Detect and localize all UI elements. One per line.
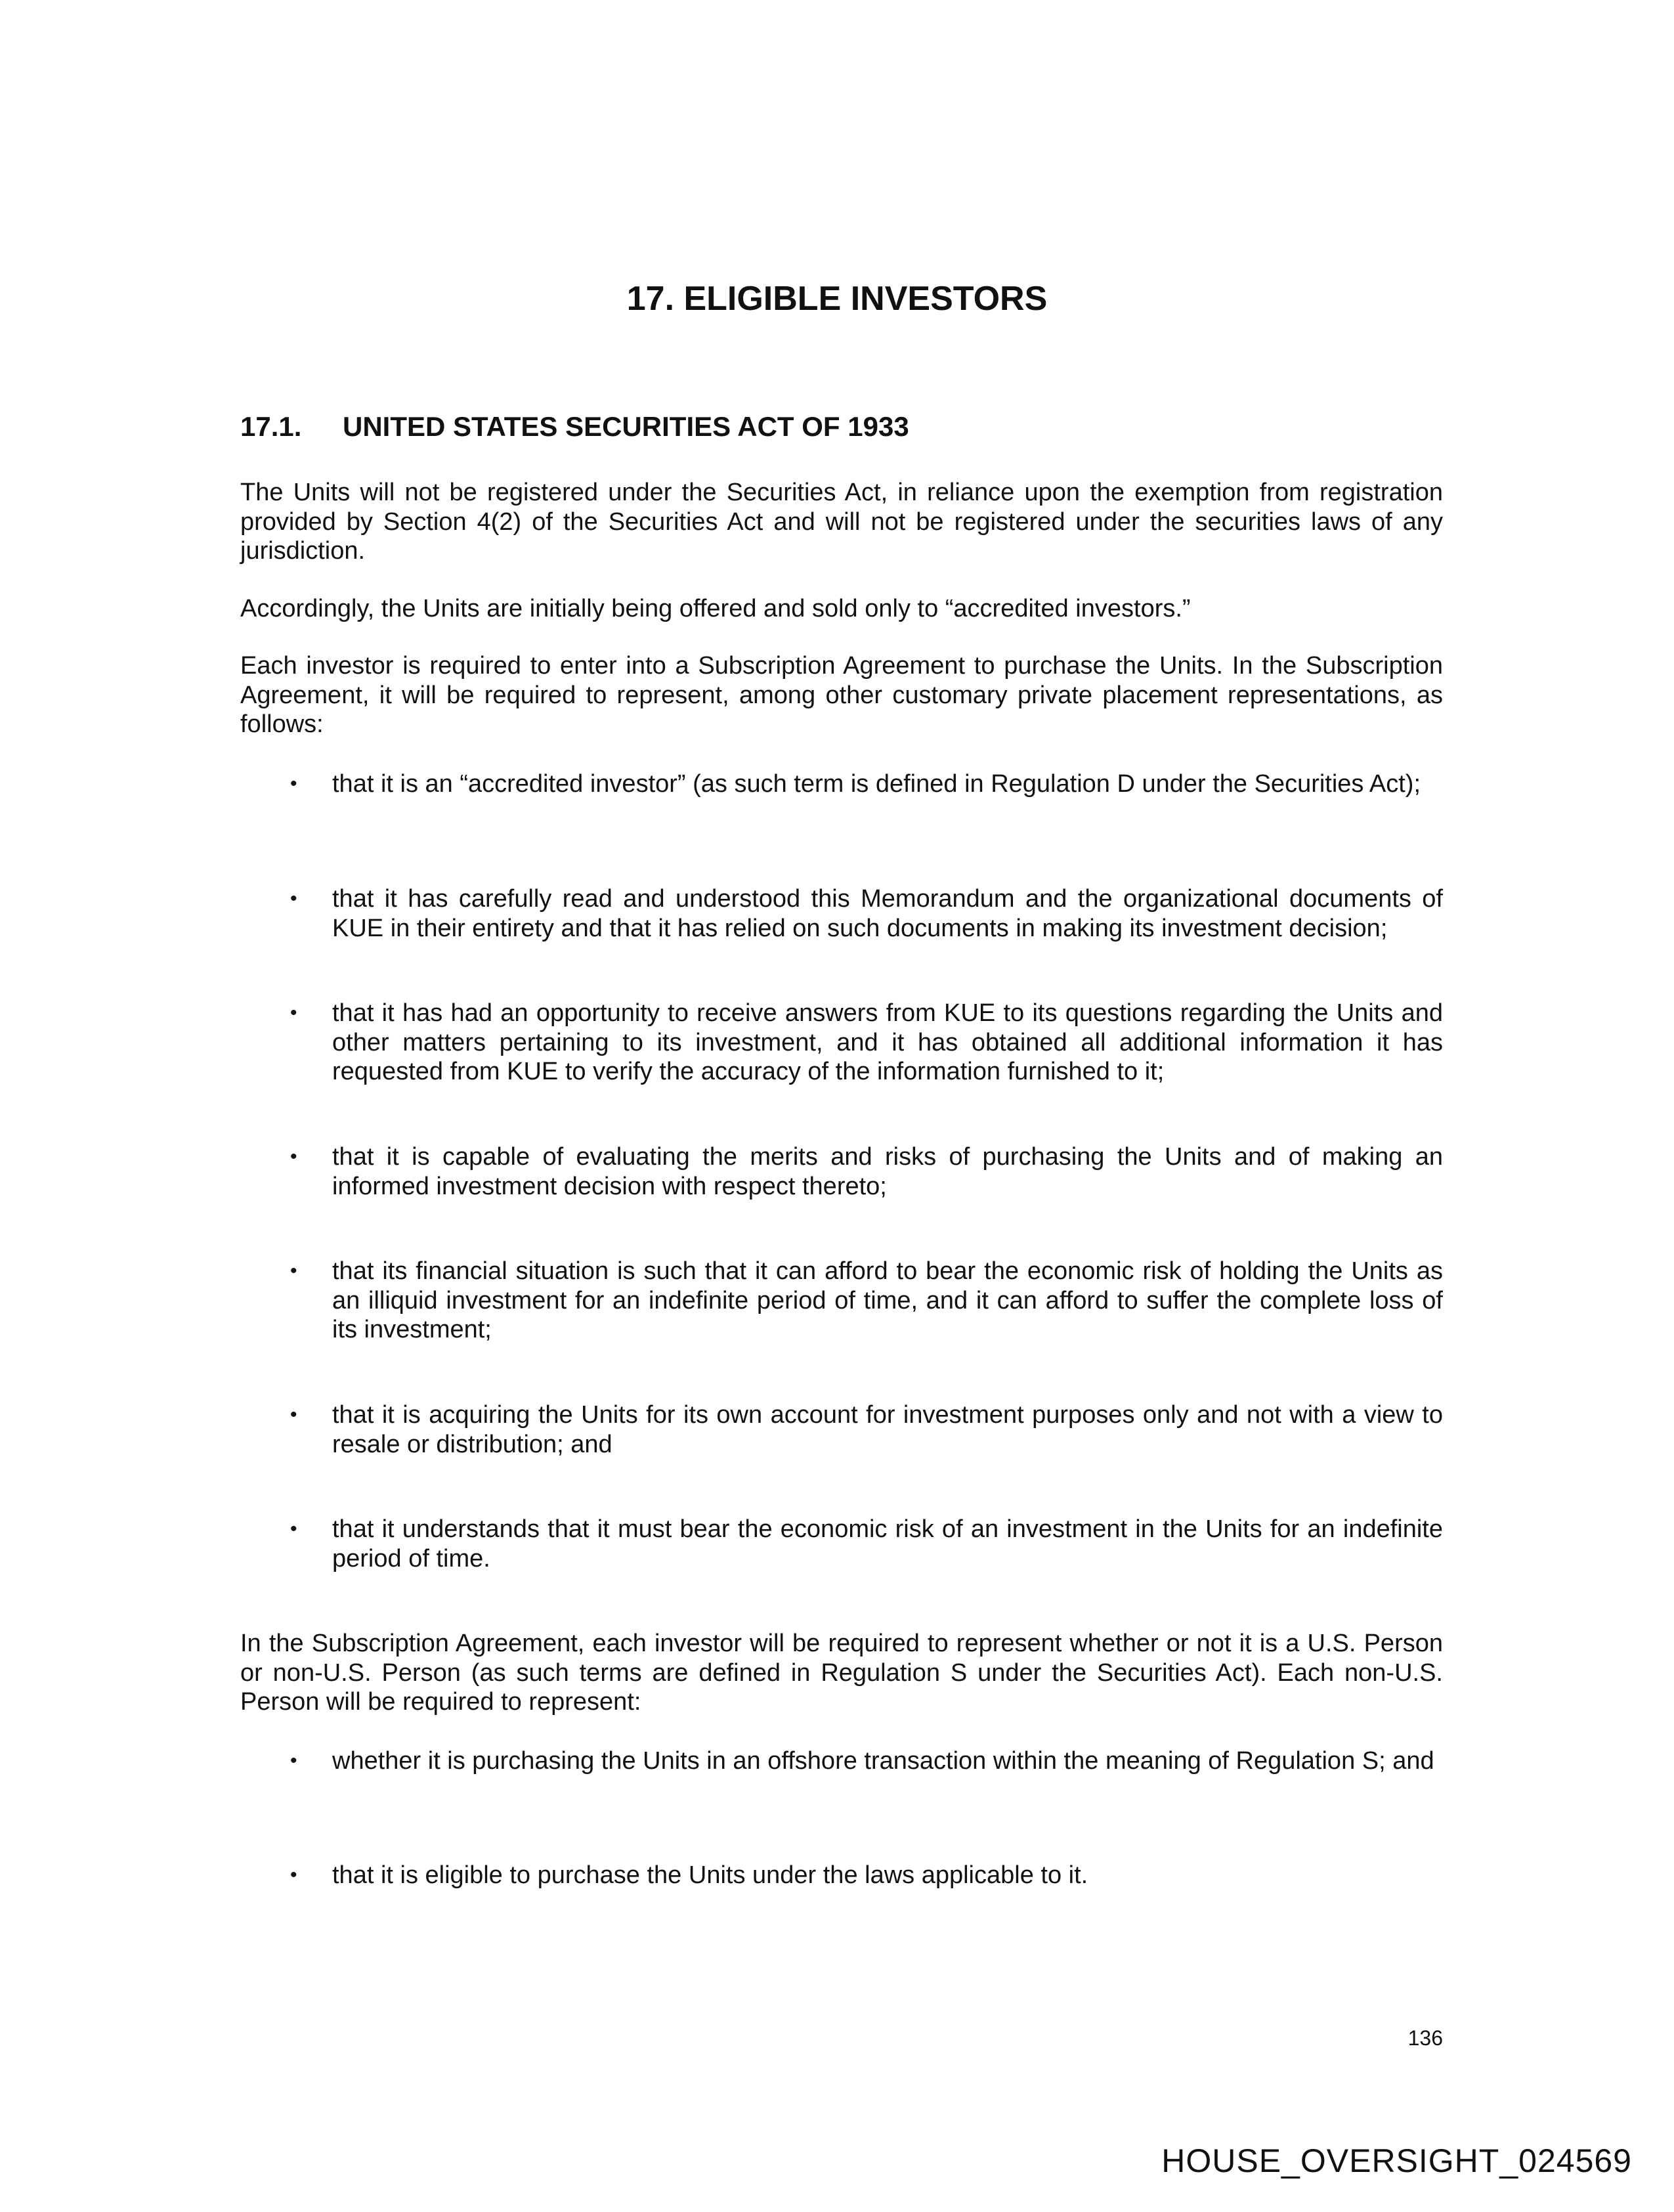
paragraph: The Units will not be registered under the Securities Act, in reliance upon the exemption from registration provided by Section 4(2) of the Securities Act and will not be registered under the securities laws of any jurisdiction. — [240, 479, 1443, 565]
page-number: 136 — [1407, 2026, 1443, 2050]
section-number: 17.1. — [240, 411, 302, 442]
bullet-icon: • — [290, 1146, 297, 1167]
paragraph: Each investor is required to enter into a Subscription Agreement to purchase the Units. In the Subscription Agreement, it will be required to represent, among other customary private placement representations, as follows: — [240, 652, 1443, 738]
page-title: 17. ELIGIBLE INVESTORS — [626, 280, 1048, 318]
bullet-icon: • — [290, 1002, 297, 1024]
bullet-icon: • — [290, 1518, 297, 1540]
bullet-icon: • — [290, 1864, 297, 1886]
bullet-icon: • — [290, 773, 297, 794]
paragraph: In the Subscription Agreement, each investor will be required to represent whether or not it is a U.S. Person or non-U.S. Person (as such terms are defined in Regulation S under the Securities Act). Each non-U.S. Person will be required to represent: — [240, 1630, 1443, 1716]
list-item: • whether it is purchasing the Units in an offshore transaction within the meaning of Regulation S; and — [290, 1747, 1434, 1775]
bullet-icon: • — [290, 1750, 297, 1771]
bates-stamp: HOUSE_OVERSIGHT_024569 — [1161, 2142, 1632, 2179]
section-title: UNITED STATES SECURITIES ACT OF 1933 — [343, 411, 909, 442]
bullet-icon: • — [290, 1404, 297, 1425]
list-item: • that it is an “accredited investor” (as such term is defined in Regulation D under the Securities Act); — [290, 770, 1421, 798]
list-item: • that it is capable of evaluating the merits and risks of purchasing the Units and of making an informed investment decision with respect thereto; — [290, 1143, 1443, 1200]
section-heading — [240, 411, 909, 443]
list-item: • that it is eligible to purchase the Units under the laws applicable to it. — [290, 1861, 1088, 1889]
list-item: • that it understands that it must bear the economic risk of an investment in the Units for an indefinite period of time. — [290, 1515, 1443, 1572]
bullet-icon: • — [290, 1260, 297, 1282]
paragraph: Accordingly, the Units are initially being offered and sold only to “accredited investors.” — [240, 595, 1191, 622]
list-item: • that its financial situation is such that it can afford to bear the economic risk of holding the Units as an illiquid investment for an indefinite period of time, and it can afford to suffer the complete loss of its investment; — [290, 1257, 1443, 1343]
list-item: • that it has carefully read and understood this Memorandum and the organizational documents of KUE in their entirety and that it has relied on such documents in making its investment decision; — [290, 885, 1443, 942]
bullet-icon: • — [290, 888, 297, 909]
list-item: • that it has had an opportunity to receive answers from KUE to its questions regarding the Units and other matters pertaining to its investment, and it has obtained all additional information it has requested from KUE to verify the accuracy of the information furnished to it; — [290, 999, 1443, 1085]
list-item: • that it is acquiring the Units for its own account for investment purposes only and not with a view to resale or distribution; and — [290, 1401, 1443, 1458]
